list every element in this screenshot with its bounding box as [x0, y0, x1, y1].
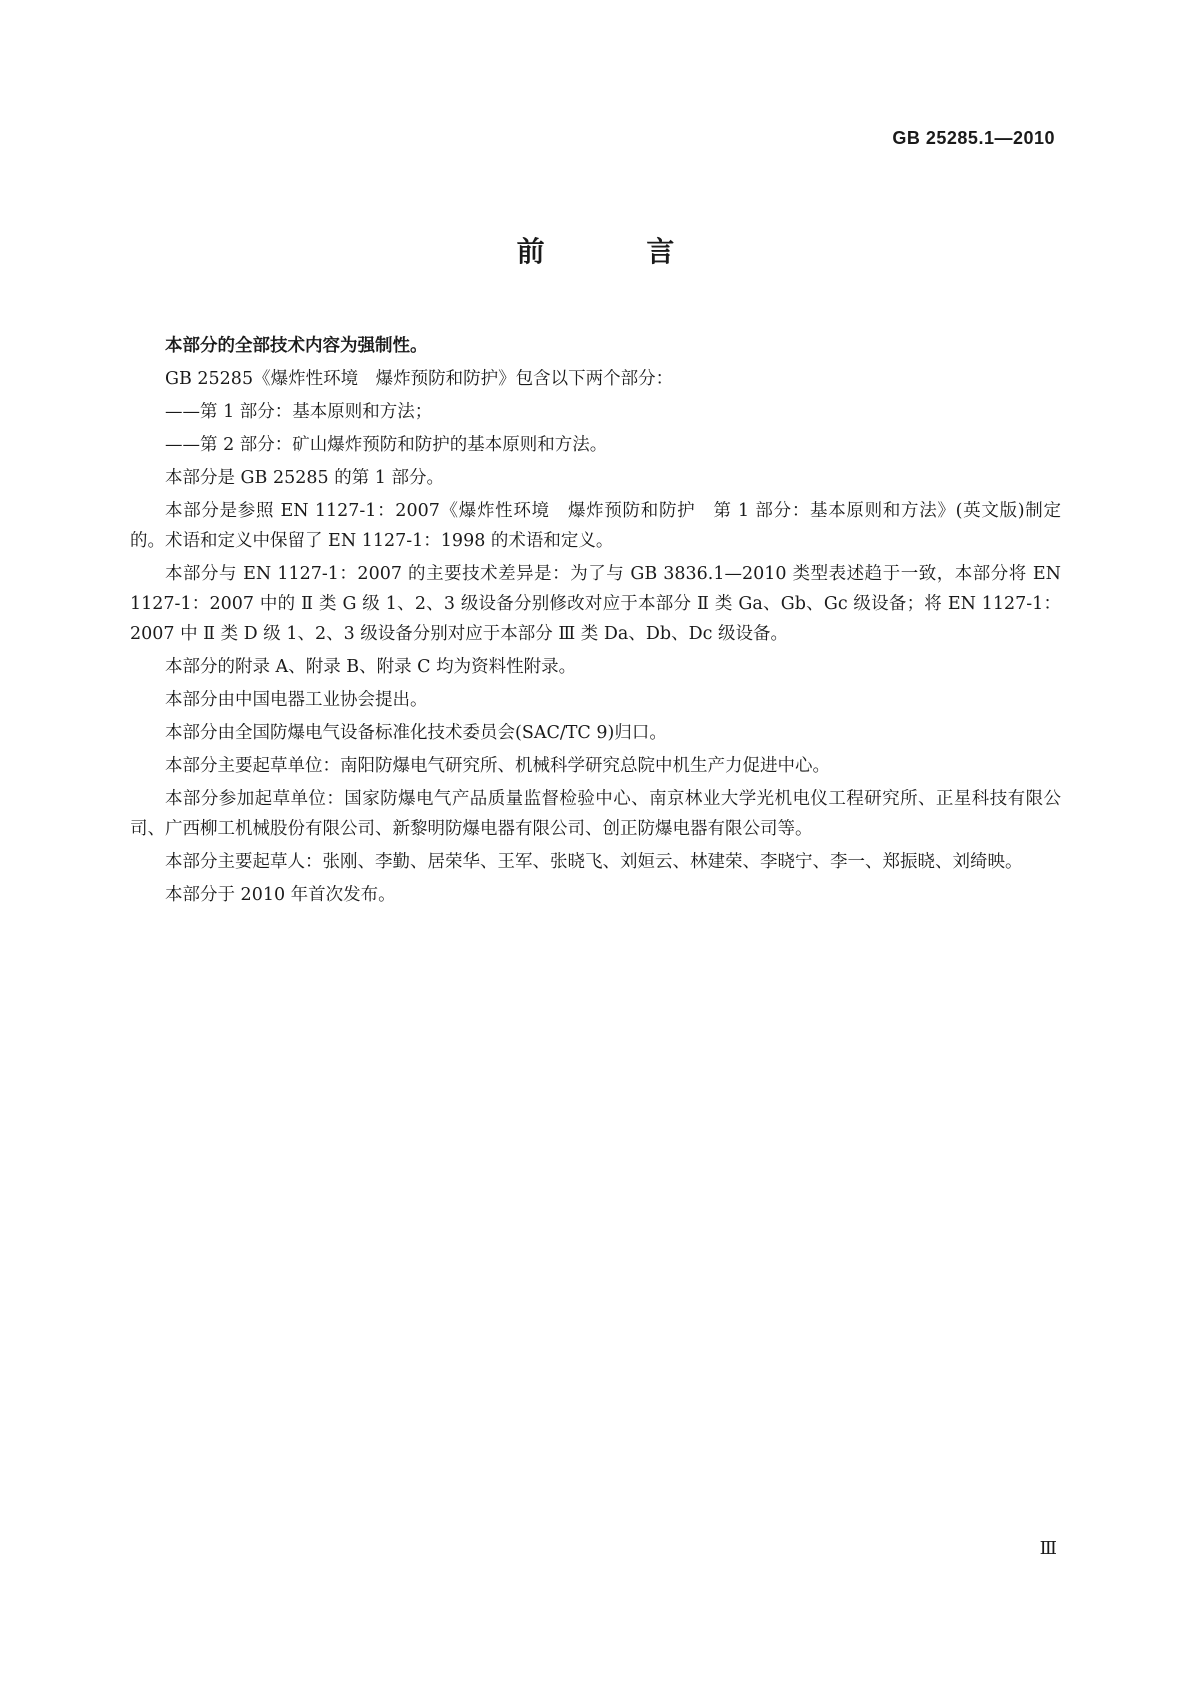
paragraph-participating-units: 本部分参加起草单位：国家防爆电气产品质量监督检验中心、南京林业大学光机电仪工程研究所、正星科技有限公司、广西柳工机械股份有限公司、新黎明防爆电器有限公司、创正防爆电器有限公司等。 — [130, 789, 1061, 839]
paragraph-main-drafters: 本部分主要起草人：张刚、李勤、居荣华、王军、张晓飞、刘姮云、林建荣、李晓宁、李一、郑振晓、刘绮映。 — [165, 852, 1023, 872]
paragraph-first-release: 本部分于 2010 年首次发布。 — [165, 885, 396, 905]
paragraph-reference: 本部分是参照 EN 1127-1：2007《爆炸性环境 爆炸预防和防护 第 1 部分：基本原则和方法》(英文版)制定的。术语和定义中保留了 EN 1127-1：1998 的术语和定义。 — [130, 501, 1061, 551]
paragraph-part-1: ——第 1 部分：基本原则和方法； — [165, 402, 433, 422]
paragraph-mandatory-statement: 本部分的全部技术内容为强制性。 — [165, 336, 428, 356]
paragraph-parts-intro: GB 25285《爆炸性环境 爆炸预防和防护》包含以下两个部分： — [165, 369, 674, 389]
paragraph-part-2: ——第 2 部分：矿山爆炸预防和防护的基本原则和方法。 — [165, 435, 608, 455]
paragraph-main-drafting-units: 本部分主要起草单位：南阳防爆电气研究所、机械科学研究总院中机生产力促进中心。 — [165, 756, 830, 776]
foreword-body — [130, 331, 1061, 913]
paragraph-this-part: 本部分是 GB 25285 的第 1 部分。 — [165, 468, 444, 488]
standard-code: GB 25285.1—2010 — [892, 128, 1055, 148]
paragraph-differences: 本部分与 EN 1127-1：2007 的主要技术差异是：为了与 GB 3836.1—2010 类型表述趋于一致，本部分将 EN 1127-1：2007 中的 Ⅱ 类 G 级 1、2、3 级设备分别修改对应于本部分 Ⅱ 类 Ga、Gb、Gc 级设备；将 EN 1127-1：2007 中 Ⅱ 类 D 级 1、2、3 级设备分别对应于本部分 Ⅲ 类 Da、Db、Dc 级设备。 — [130, 564, 1061, 644]
page-number: Ⅲ — [1039, 1538, 1057, 1559]
paragraph-annexes: 本部分的附录 A、附录 B、附录 C 均为资料性附录。 — [165, 657, 577, 677]
page-title: 前 言 — [516, 235, 721, 268]
paragraph-under-jurisdiction: 本部分由全国防爆电气设备标准化技术委员会(SAC/TC 9)归口。 — [165, 723, 667, 743]
paragraph-proposed-by: 本部分由中国电器工业协会提出。 — [165, 690, 428, 710]
